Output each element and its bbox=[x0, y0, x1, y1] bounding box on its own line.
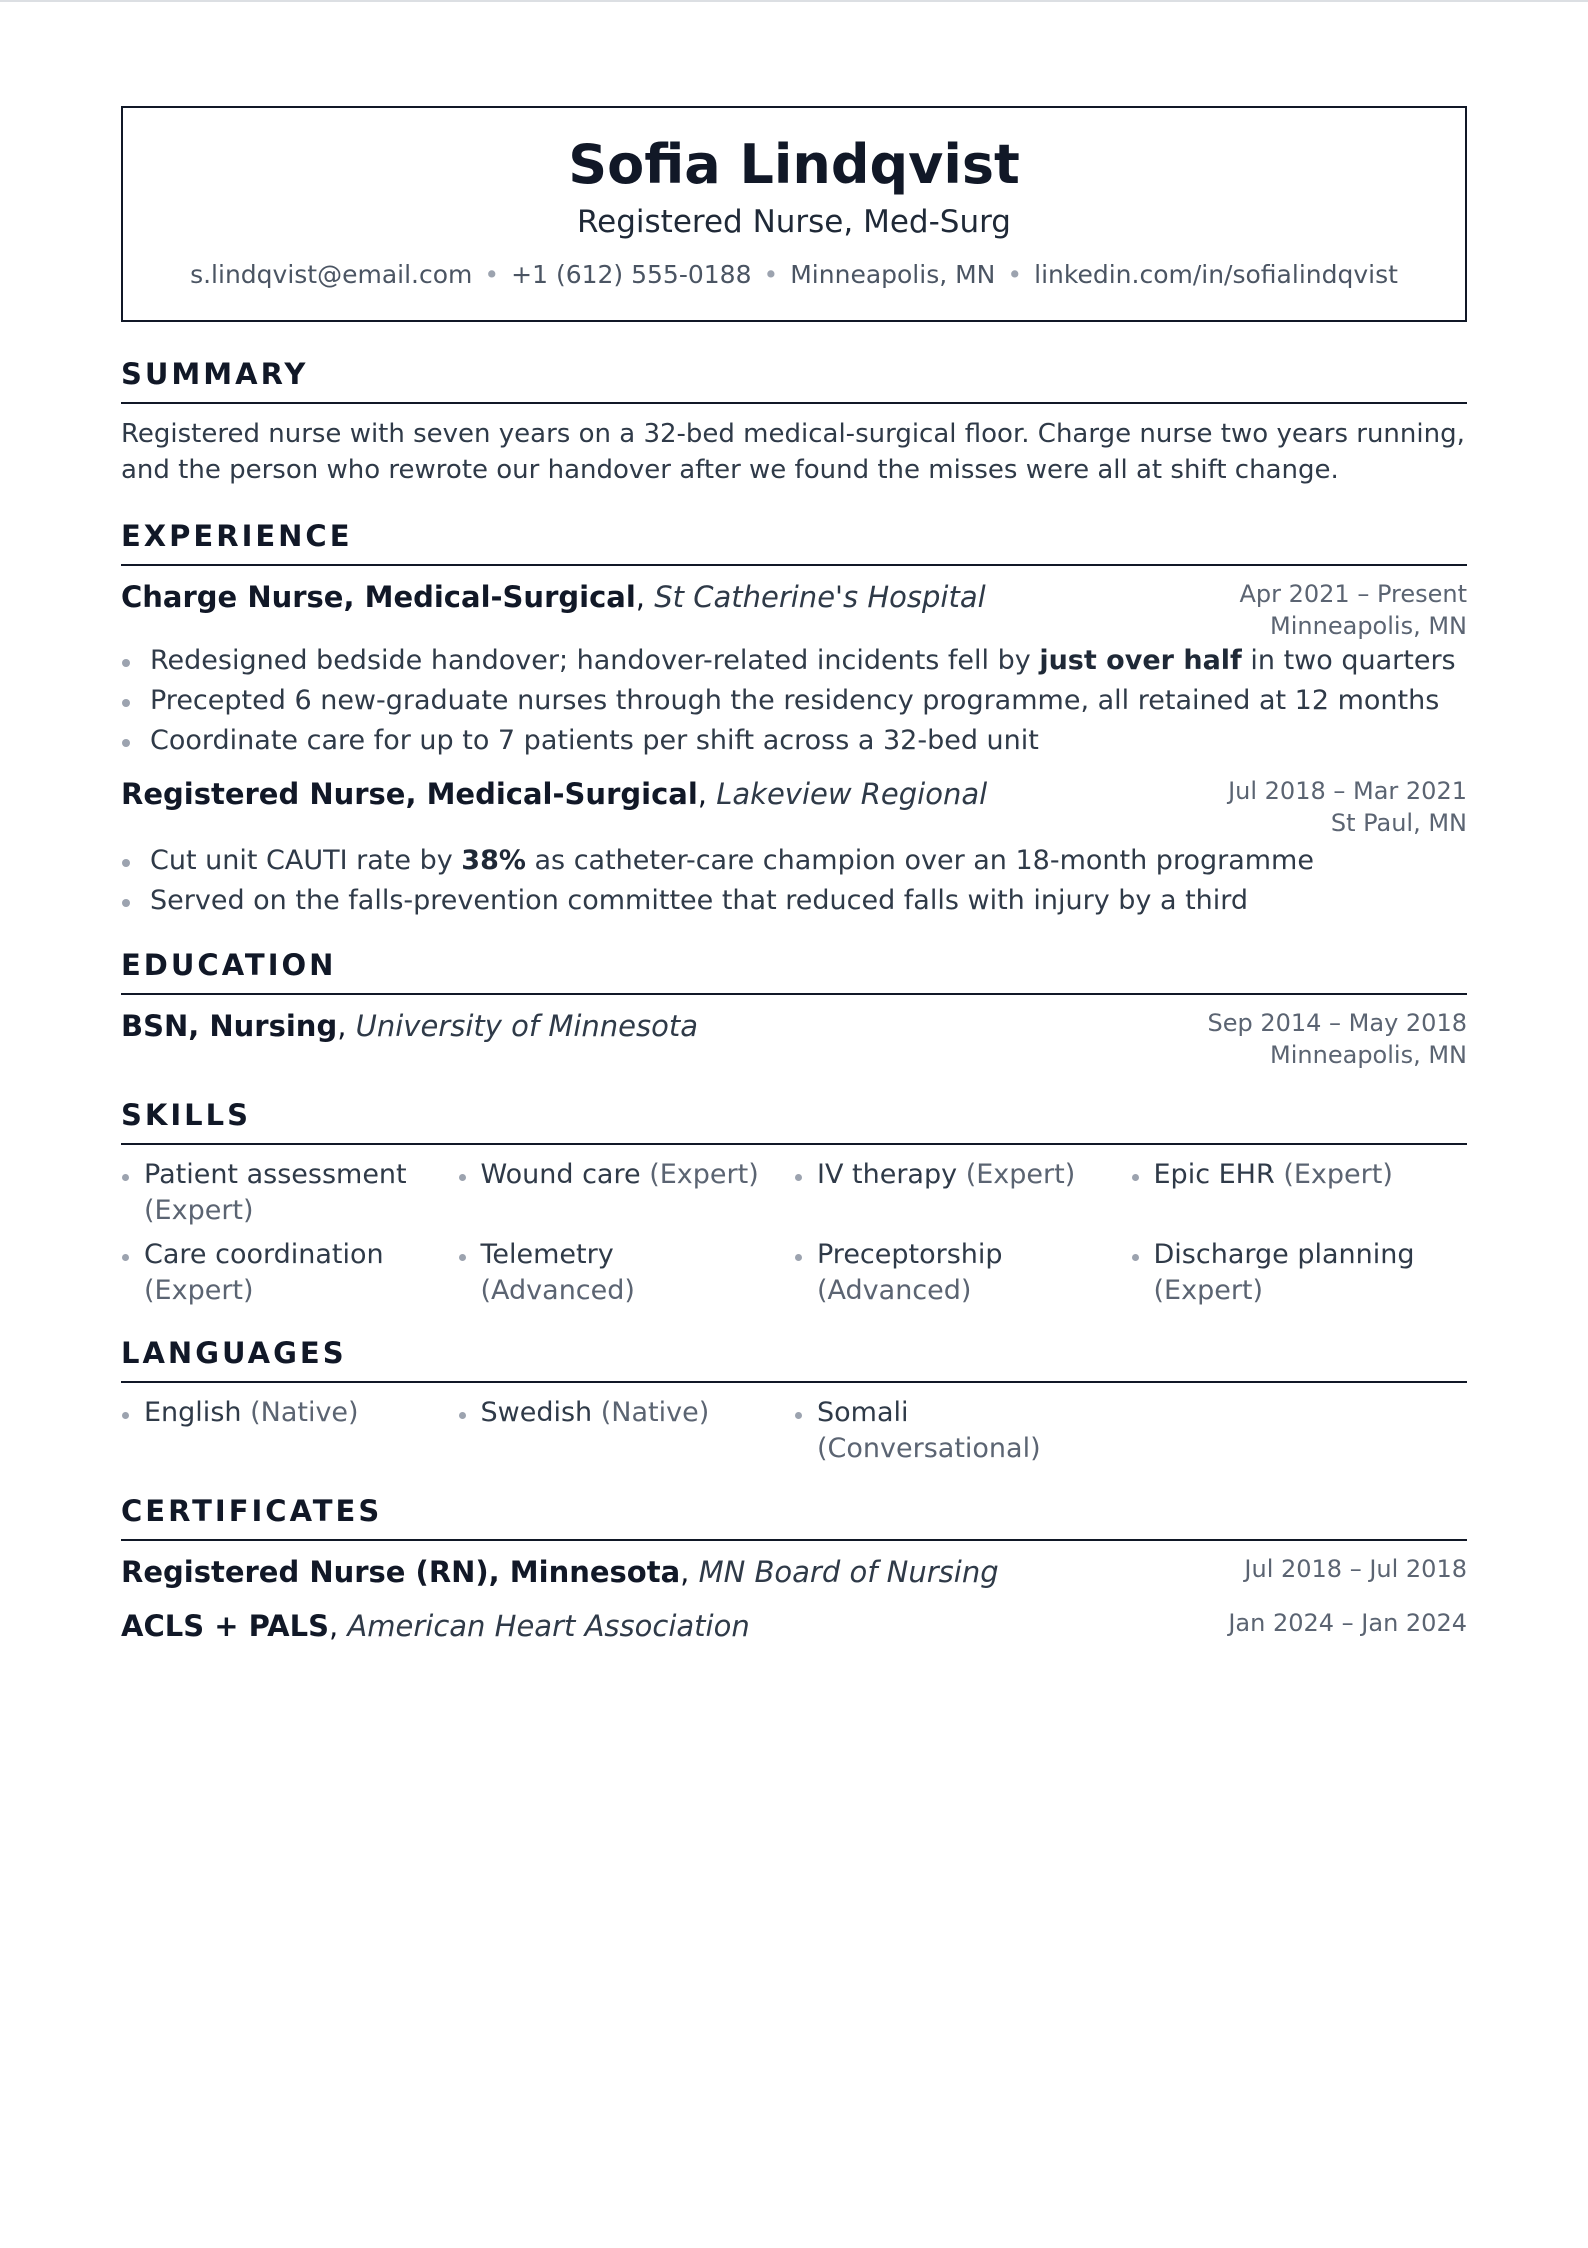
job-title-line: Charge Nurse, Medical-Surgical, St Catherine's Hospital bbox=[121, 580, 986, 614]
contact-linkedin[interactable]: linkedin.com/in/sofialindqvist bbox=[1034, 260, 1398, 289]
section-heading: EXPERIENCE bbox=[121, 518, 1467, 566]
job-meta bbox=[1228, 775, 1467, 839]
resume-page bbox=[121, 106, 1467, 1645]
contact-phone[interactable]: +1 (612) 555-0188 bbox=[511, 260, 752, 289]
job-role: Charge Nurse, Medical-Surgical bbox=[121, 580, 636, 614]
certificates-section bbox=[121, 1493, 1467, 1645]
section-heading: SUMMARY bbox=[121, 356, 1467, 404]
language-item: Somali (Conversational) bbox=[794, 1395, 1131, 1467]
certificate-title-line: ACLS + PALS, American Heart Association bbox=[121, 1609, 750, 1643]
bullet-item: Redesigned bedside handover; handover-related incidents fell by just over half in two quarters bbox=[121, 641, 1467, 681]
certificate-issuer: MN Board of Nursing bbox=[698, 1555, 999, 1589]
certificate-title-line: Registered Nurse (RN), Minnesota, MN Board of Nursing bbox=[121, 1555, 999, 1589]
bullet-item: Cut unit CAUTI rate by 38% as catheter-care champion over an 18-month programme bbox=[121, 841, 1467, 881]
education-school: University of Minnesota bbox=[355, 1009, 698, 1043]
job-dates: Apr 2021 – Present bbox=[1239, 580, 1467, 608]
job-location: St Paul, MN bbox=[1330, 809, 1467, 837]
job-location: Minneapolis, MN bbox=[1270, 612, 1467, 640]
languages-section bbox=[121, 1335, 1467, 1467]
contact-separator: • bbox=[763, 260, 779, 289]
job-organization: Lakeview Regional bbox=[716, 777, 988, 811]
language-item: English (Native) bbox=[121, 1395, 458, 1467]
contact-separator: • bbox=[1007, 260, 1023, 289]
job-organization: St Catherine's Hospital bbox=[654, 580, 986, 614]
job-title-line: Registered Nurse, Medical-Surgical, Lakeview Regional bbox=[121, 777, 988, 811]
skills-grid bbox=[121, 1157, 1467, 1309]
bullet-item: Precepted 6 new-graduate nurses through the residency programme, all retained at 12 months bbox=[121, 681, 1467, 721]
skill-item: Epic EHR (Expert) bbox=[1131, 1157, 1468, 1229]
section-heading: EDUCATION bbox=[121, 947, 1467, 995]
section-heading: LANGUAGES bbox=[121, 1335, 1467, 1383]
bullet-item: Coordinate care for up to 7 patients per shift across a 32-bed unit bbox=[121, 721, 1467, 761]
certificate-name: Registered Nurse (RN), Minnesota bbox=[121, 1555, 681, 1589]
summary-section bbox=[121, 356, 1467, 488]
job-entry bbox=[121, 578, 1467, 761]
contact-line bbox=[123, 258, 1465, 292]
skill-item: Patient assessment (Expert) bbox=[121, 1157, 458, 1229]
skill-item: IV therapy (Expert) bbox=[794, 1157, 1131, 1229]
education-entry bbox=[121, 1007, 1467, 1071]
skill-item: Discharge planning (Expert) bbox=[1131, 1237, 1468, 1309]
skills-section bbox=[121, 1097, 1467, 1309]
job-dates: Jul 2018 – Mar 2021 bbox=[1228, 777, 1467, 805]
education-title-line: BSN, Nursing, University of Minnesota bbox=[121, 1009, 698, 1043]
experience-section bbox=[121, 518, 1467, 921]
bullet-item: Served on the falls-prevention committee that reduced falls with injury by a third bbox=[121, 881, 1467, 921]
candidate-name: Sofia Lindqvist bbox=[568, 133, 1020, 196]
certificate-entry bbox=[121, 1607, 1467, 1645]
page-top-border bbox=[0, 0, 1588, 2]
resume-header bbox=[121, 106, 1467, 322]
certificate-issuer: American Heart Association bbox=[347, 1609, 750, 1643]
skill-item: Care coordination (Expert) bbox=[121, 1237, 458, 1309]
job-role: Registered Nurse, Medical-Surgical bbox=[121, 777, 698, 811]
language-item: Swedish (Native) bbox=[458, 1395, 795, 1467]
education-location: Minneapolis, MN bbox=[1270, 1041, 1467, 1069]
education-dates: Sep 2014 – May 2018 bbox=[1207, 1009, 1467, 1037]
summary-text: Registered nurse with seven years on a 32-bed medical-surgical floor. Charge nurse two years running, and the person who rewrote our handover after we found the misses were all at shift change. bbox=[121, 419, 1465, 485]
education-meta bbox=[1207, 1007, 1467, 1071]
skill-item: Wound care (Expert) bbox=[458, 1157, 795, 1229]
certificate-name: ACLS + PALS bbox=[121, 1609, 329, 1643]
education-section bbox=[121, 947, 1467, 1071]
section-heading: SKILLS bbox=[121, 1097, 1467, 1145]
skill-item: Preceptorship (Advanced) bbox=[794, 1237, 1131, 1309]
candidate-headline: Registered Nurse, Med-Surg bbox=[577, 204, 1011, 240]
job-bullets bbox=[121, 641, 1467, 761]
job-entry bbox=[121, 775, 1467, 921]
contact-email[interactable]: s.lindqvist@email.com bbox=[190, 260, 473, 289]
contact-location: Minneapolis, MN bbox=[790, 260, 996, 289]
education-degree: BSN, Nursing bbox=[121, 1009, 338, 1043]
certificate-entry bbox=[121, 1553, 1467, 1591]
section-heading: CERTIFICATES bbox=[121, 1493, 1467, 1541]
contact-separator: • bbox=[484, 260, 500, 289]
skill-item: Telemetry (Advanced) bbox=[458, 1237, 795, 1309]
job-bullets bbox=[121, 841, 1467, 921]
languages-grid bbox=[121, 1395, 1467, 1467]
certificate-dates: Jan 2024 – Jan 2024 bbox=[1228, 1609, 1467, 1637]
certificate-dates: Jul 2018 – Jul 2018 bbox=[1244, 1555, 1467, 1583]
job-meta bbox=[1239, 578, 1467, 642]
